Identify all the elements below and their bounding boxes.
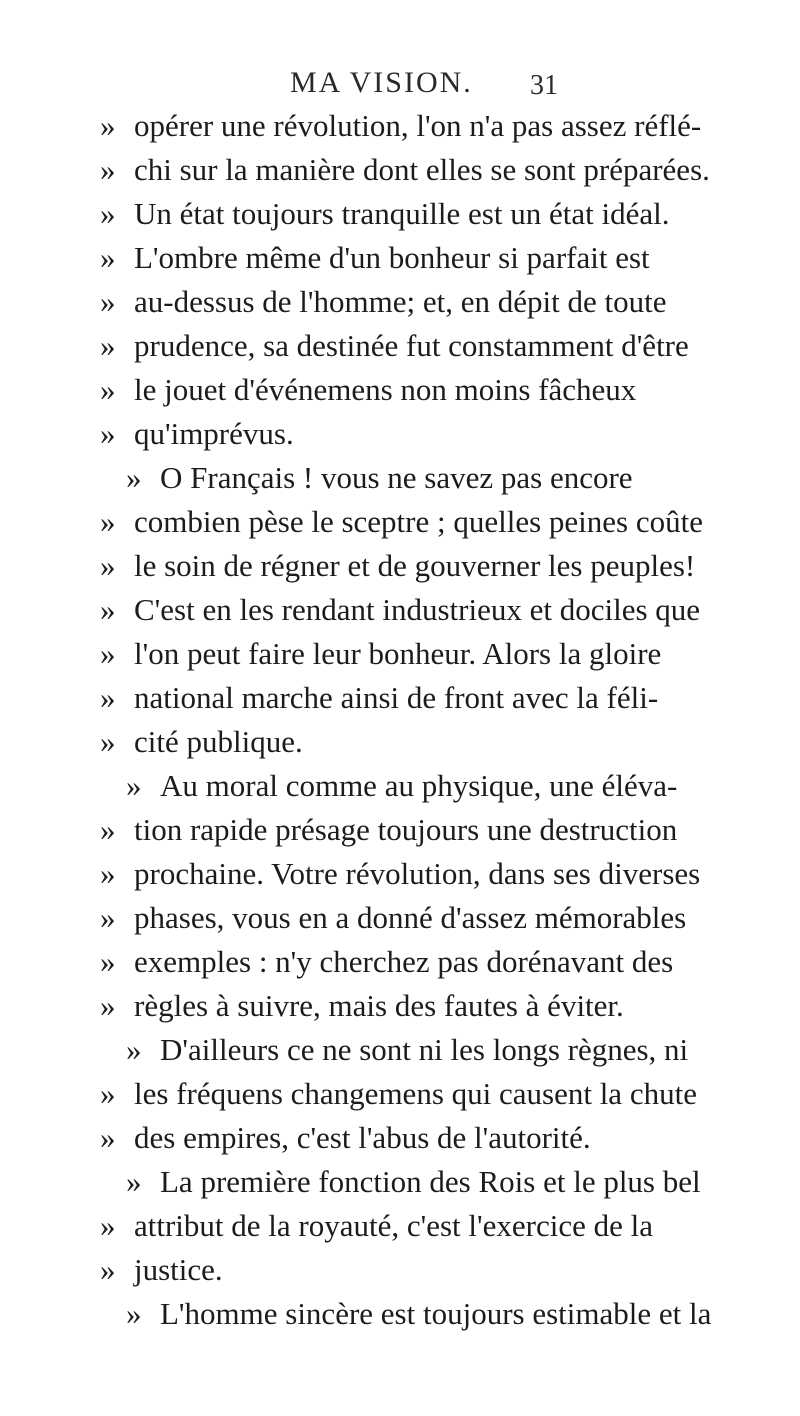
text-line	[100, 456, 720, 500]
quote-mark: »	[100, 592, 116, 627]
quote-mark: »	[100, 724, 116, 759]
text-line	[100, 368, 720, 412]
quote-mark: »	[100, 240, 116, 275]
text-line	[100, 104, 720, 148]
text-line	[100, 500, 720, 544]
text-line	[100, 1028, 720, 1072]
quote-mark: »	[100, 284, 116, 319]
text-line	[100, 632, 720, 676]
line-text: national marche ainsi de front avec la féli-	[134, 680, 659, 715]
line-text: prochaine. Votre révolution, dans ses diverses	[134, 856, 701, 891]
running-title: MA VISION.	[290, 66, 473, 99]
quote-mark: »	[100, 856, 116, 891]
quote-mark: »	[100, 1208, 116, 1243]
text-line	[100, 984, 720, 1028]
text-line	[100, 1292, 720, 1336]
line-text: au-dessus de l'homme; et, en dépit de toute	[134, 284, 667, 319]
line-text: La première fonction des Rois et le plus bel	[160, 1164, 701, 1199]
text-line	[100, 1116, 720, 1160]
quote-mark: »	[100, 944, 116, 979]
text-line	[100, 940, 720, 984]
quote-mark: »	[100, 636, 116, 671]
text-line	[100, 236, 720, 280]
text-line	[100, 1072, 720, 1116]
quote-mark: »	[126, 460, 142, 495]
text-line	[100, 192, 720, 236]
line-text: le soin de régner et de gouverner les peuples!	[134, 548, 696, 583]
line-text: phases, vous en a donné d'assez mémorables	[134, 900, 687, 935]
quote-mark: »	[126, 1296, 142, 1331]
quote-mark: »	[100, 196, 116, 231]
quote-mark: »	[100, 372, 116, 407]
text-line	[100, 1248, 720, 1292]
quote-mark: »	[100, 108, 116, 143]
text-line	[100, 676, 720, 720]
text-line	[100, 280, 720, 324]
line-text: l'on peut faire leur bonheur. Alors la gloire	[134, 636, 662, 671]
line-text: L'ombre même d'un bonheur si parfait est	[134, 240, 650, 275]
quote-mark: »	[100, 1120, 116, 1155]
text-line	[100, 1160, 720, 1204]
text-line	[100, 544, 720, 588]
line-text: chi sur la manière dont elles se sont préparées.	[134, 152, 710, 187]
line-text: attribut de la royauté, c'est l'exercice de la	[134, 1208, 653, 1243]
quote-mark: »	[100, 900, 116, 935]
line-text: justice.	[134, 1252, 223, 1287]
quote-mark: »	[126, 1032, 142, 1067]
body-text	[100, 104, 720, 1336]
text-line	[100, 720, 720, 764]
quote-mark: »	[126, 1164, 142, 1199]
line-text: tion rapide présage toujours une destruction	[134, 812, 678, 847]
line-text: qu'imprévus.	[134, 416, 294, 451]
text-line	[100, 896, 720, 940]
quote-mark: »	[100, 988, 116, 1023]
line-text: exemples : n'y cherchez pas dorénavant des	[134, 944, 674, 979]
text-line	[100, 808, 720, 852]
text-line	[100, 1204, 720, 1248]
quote-mark: »	[126, 768, 142, 803]
line-text: C'est en les rendant industrieux et dociles que	[134, 592, 701, 627]
quote-mark: »	[100, 1252, 116, 1287]
quote-mark: »	[100, 1076, 116, 1111]
text-line	[100, 324, 720, 368]
line-text: L'homme sincère est toujours estimable et la	[160, 1296, 712, 1331]
text-line	[100, 588, 720, 632]
quote-mark: »	[100, 680, 116, 715]
running-head	[0, 66, 800, 106]
text-line	[100, 764, 720, 808]
line-text: Au moral comme au physique, une éléva-	[160, 768, 678, 803]
line-text: les fréquens changemens qui causent la chute	[134, 1076, 697, 1111]
text-line	[100, 148, 720, 192]
line-text: Un état toujours tranquille est un état idéal.	[134, 196, 670, 231]
quote-mark: »	[100, 504, 116, 539]
line-text: prudence, sa destinée fut constamment d'être	[134, 328, 689, 363]
line-text: le jouet d'événemens non moins fâcheux	[134, 372, 637, 407]
line-text: opérer une révolution, l'on n'a pas assez réflé-	[134, 108, 702, 143]
quote-mark: »	[100, 548, 116, 583]
line-text: D'ailleurs ce ne sont ni les longs règnes, ni	[160, 1032, 689, 1067]
quote-mark: »	[100, 416, 116, 451]
line-text: des empires, c'est l'abus de l'autorité.	[134, 1120, 591, 1155]
line-text: O Français ! vous ne savez pas encore	[160, 460, 633, 495]
line-text: combien pèse le sceptre ; quelles peines coûte	[134, 504, 703, 539]
line-text: cité publique.	[134, 724, 303, 759]
quote-mark: »	[100, 152, 116, 187]
text-line	[100, 852, 720, 896]
quote-mark: »	[100, 328, 116, 363]
page-number: 31	[530, 70, 558, 101]
line-text: règles à suivre, mais des fautes à éviter.	[134, 988, 624, 1023]
quote-mark: »	[100, 812, 116, 847]
text-line	[100, 412, 720, 456]
